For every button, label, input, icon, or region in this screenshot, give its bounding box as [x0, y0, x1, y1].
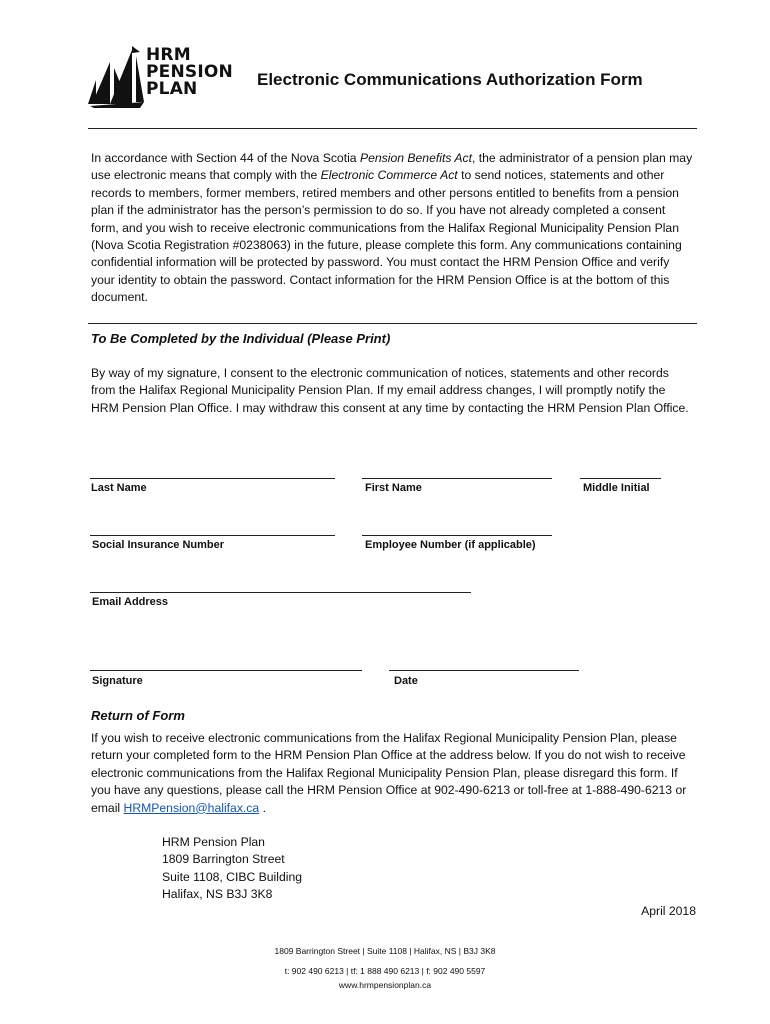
first-name-label: First Name — [365, 482, 422, 494]
sin-line[interactable] — [90, 535, 335, 536]
email-label: Email Address — [92, 596, 169, 608]
logo-line-hrm: HRM — [146, 45, 191, 65]
last-name-line[interactable] — [90, 478, 335, 479]
section-divider — [88, 323, 697, 324]
date-label: Date — [394, 675, 418, 687]
return-tail: . — [259, 800, 266, 815]
footer-address: 1809 Barrington Street | Suite 1108 | Halifax, NS | B3J 3K8 — [274, 946, 496, 956]
address-line-2: 1809 Barrington Street — [162, 852, 285, 867]
electronic-commerce-act: Electronic Commerce Act — [320, 168, 458, 183]
sin-label: Social Insurance Number — [92, 539, 225, 551]
footer-phone: t: 902 490 6213 | tf: 1 888 490 6213 | f: 902 490 5597 — [284, 966, 486, 976]
address-line-4: Halifax, NS B3J 3K8 — [162, 887, 273, 902]
hrm-pension-plan-logo — [88, 44, 248, 108]
logo-line-plan: PLAN — [146, 79, 198, 99]
address-block — [162, 834, 302, 904]
date-stamp: April 2018 — [641, 904, 696, 918]
return-paragraph — [91, 730, 695, 817]
return-text: If you wish to receive electronic communications from the Halifax Regional Municipality Pension Plan, please return your completed form to the HRM Pension Plan Office at the address below. If you do not wish to receive electronic communications from the Halifax Regional Municipality Pension Plan, please disregard this form. If you have any questions, please call the HRM Pension Office at 902-490-6213 or toll-free at 1-888-490-6213 or email — [91, 731, 687, 815]
logo-wordmark — [146, 47, 233, 98]
employee-number-line[interactable] — [362, 535, 552, 536]
return-heading: Return of Form — [91, 708, 185, 723]
intro-text-1: In accordance with Section 44 of the Nova Scotia — [91, 151, 360, 165]
email-line[interactable] — [90, 592, 471, 593]
footer-website[interactable]: www.hrmpensionplan.ca — [338, 980, 432, 990]
address-line-1: HRM Pension Plan — [162, 835, 265, 849]
consent-paragraph: By way of my signature, I consent to the electronic communication of notices, statements and other records from the Halifax Regional Municipality Pension Plan. If my email address changes, I will promptly notify the HRM Pension Plan Office. I may withdraw this consent at any time by contacting the HRM Pension Plan Office. — [91, 366, 689, 415]
logo-line-pension: PENSION — [146, 62, 233, 82]
signature-line[interactable] — [90, 670, 362, 671]
intro-text-2: , the administrator of a pension plan may use electronic means that comply with the — [91, 151, 693, 183]
sailboat-logo-icon — [88, 44, 146, 108]
date-line[interactable] — [389, 670, 579, 671]
intro-text-3: to send notices, statements and other records to members, former members, retired members and other persons entitled to benefits from a pension plan if the administrator has the person’s permission to do so. If you have not already completed a consent form, and you wish to receive electronic communications from the Halifax Regional Municipality Pension Plan (Nova Scotia Registration #0238063) in the future, please complete this form. Any communications containing confidential information will be protected by password. You must contact the HRM Pension Office and verify your identity to obtain the password. Contact information for the HRM Pension Office is at the bottom of this document. — [91, 168, 682, 305]
last-name-label: Last Name — [91, 482, 147, 494]
form-title: Electronic Communications Authorization Form — [257, 70, 643, 89]
first-name-line[interactable] — [362, 478, 552, 479]
pension-email-link[interactable]: HRMPension@halifax.ca — [123, 800, 260, 815]
middle-initial-label: Middle Initial — [583, 482, 650, 494]
title-divider — [88, 128, 697, 129]
employee-number-label: Employee Number (if applicable) — [365, 539, 536, 551]
intro-paragraph — [91, 150, 695, 307]
pension-benefits-act: Pension Benefits Act — [359, 151, 472, 165]
address-line-3: Suite 1108, CIBC Building — [162, 869, 303, 884]
individual-heading: To Be Completed by the Individual (Please Print) — [91, 331, 391, 346]
middle-initial-line[interactable] — [580, 478, 661, 479]
signature-label: Signature — [92, 675, 143, 687]
